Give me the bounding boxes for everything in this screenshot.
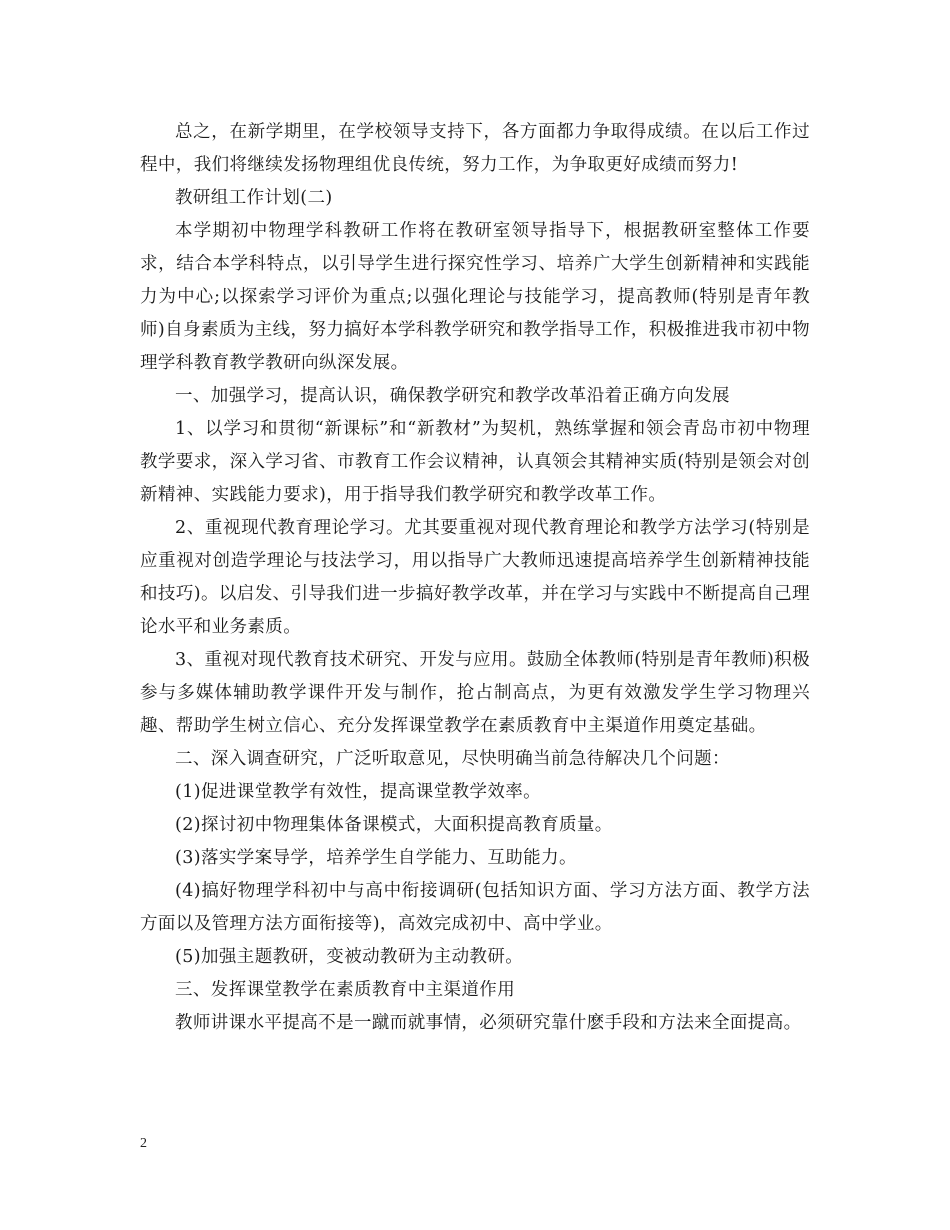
paragraph-item-2: 2、重视现代教育理论学习。尤其要重视对现代教育理论和教学方法学习(特别是应重视对创造学理论与技法学习，用以指导广大教师迅速提高培养学生创新精神技能和技巧)。以启发、引导我们进一步搞好教学改革，并在学习与实践中不断提高自己理论水平和业务素质。 [140,518,810,637]
page-number: 2 [140,1136,147,1151]
list-item: (2)探讨初中物理集体备课模式，大面积提高教育质量。 [175,815,613,835]
list-item: (1)促进课堂教学有效性，提高课堂教学效率。 [175,782,542,802]
list-item: (4)搞好物理学科初中与高中衔接调研(包括知识方面、学习方法方面、教学方法方面以及管理方法方面衔接等)，高效完成初中、高中学业。 [140,881,810,934]
paragraph-item-3: 3、重视对现代教育技术研究、开发与应用。鼓励全体教师(特别是青年教师)积极参与多媒体辅助教学课件开发与制作，抢占制高点，为更有效激发学生学习物理兴趣、帮助学生树立信心、充分发挥课堂教学在素质教育中主渠道作用奠定基础。 [140,650,810,736]
heading-part-2: 二、深入调查研究，广泛听取意见，尽快明确当前急待解决几个问题： [175,749,730,769]
heading-part-3: 三、发挥课堂教学在素质教育中主渠道作用 [175,980,516,1000]
document-body [140,116,810,1040]
list-item: (3)落实学案导学，培养学生自学能力、互助能力。 [175,848,577,868]
paragraph-intro: 本学期初中物理学科教研工作将在教研室领导指导下，根据教研室整体工作要求，结合本学科特点，以引导学生进行探究性学习、培养广大学生创新精神和实践能力为中心;以探索学习评价为重点;以强化理论与技能学习，提高教师(特别是青年教师)自身素质为主线，努力搞好本学科教学研究和教学指导工作，积极推进我市初中物理学科教育教学教研向纵深发展。 [140,221,810,373]
paragraph-item-1: 1、以学习和贯彻“新课标”和“新教材”为契机，熟练掌握和领会青岛市初中物理教学要求，深入学习省、市教育工作会议精神，认真领会其精神实质(特别是领会对创新精神、实践能力要求)，用于指导我们教学研究和教学改革工作。 [140,419,810,505]
section-title-plan-2: 教研组工作计划(二) [175,188,333,208]
paragraph-closing: 教师讲课水平提高不是一蹴而就事情，必须研究靠什麽手段和方法来全面提高。 [175,1013,802,1033]
paragraph-conclusion: 总之，在新学期里，在学校领导支持下，各方面都力争取得成绩。在以后工作过程中，我们将继续发扬物理组优良传统，努力工作，为争取更好成绩而努力! [140,122,810,175]
heading-part-1: 一、加强学习，提高认识，确保教学研究和教学改革沿着正确方向发展 [175,386,730,406]
list-item: (5)加强主题教研，变被动教研为主动教研。 [175,947,524,967]
